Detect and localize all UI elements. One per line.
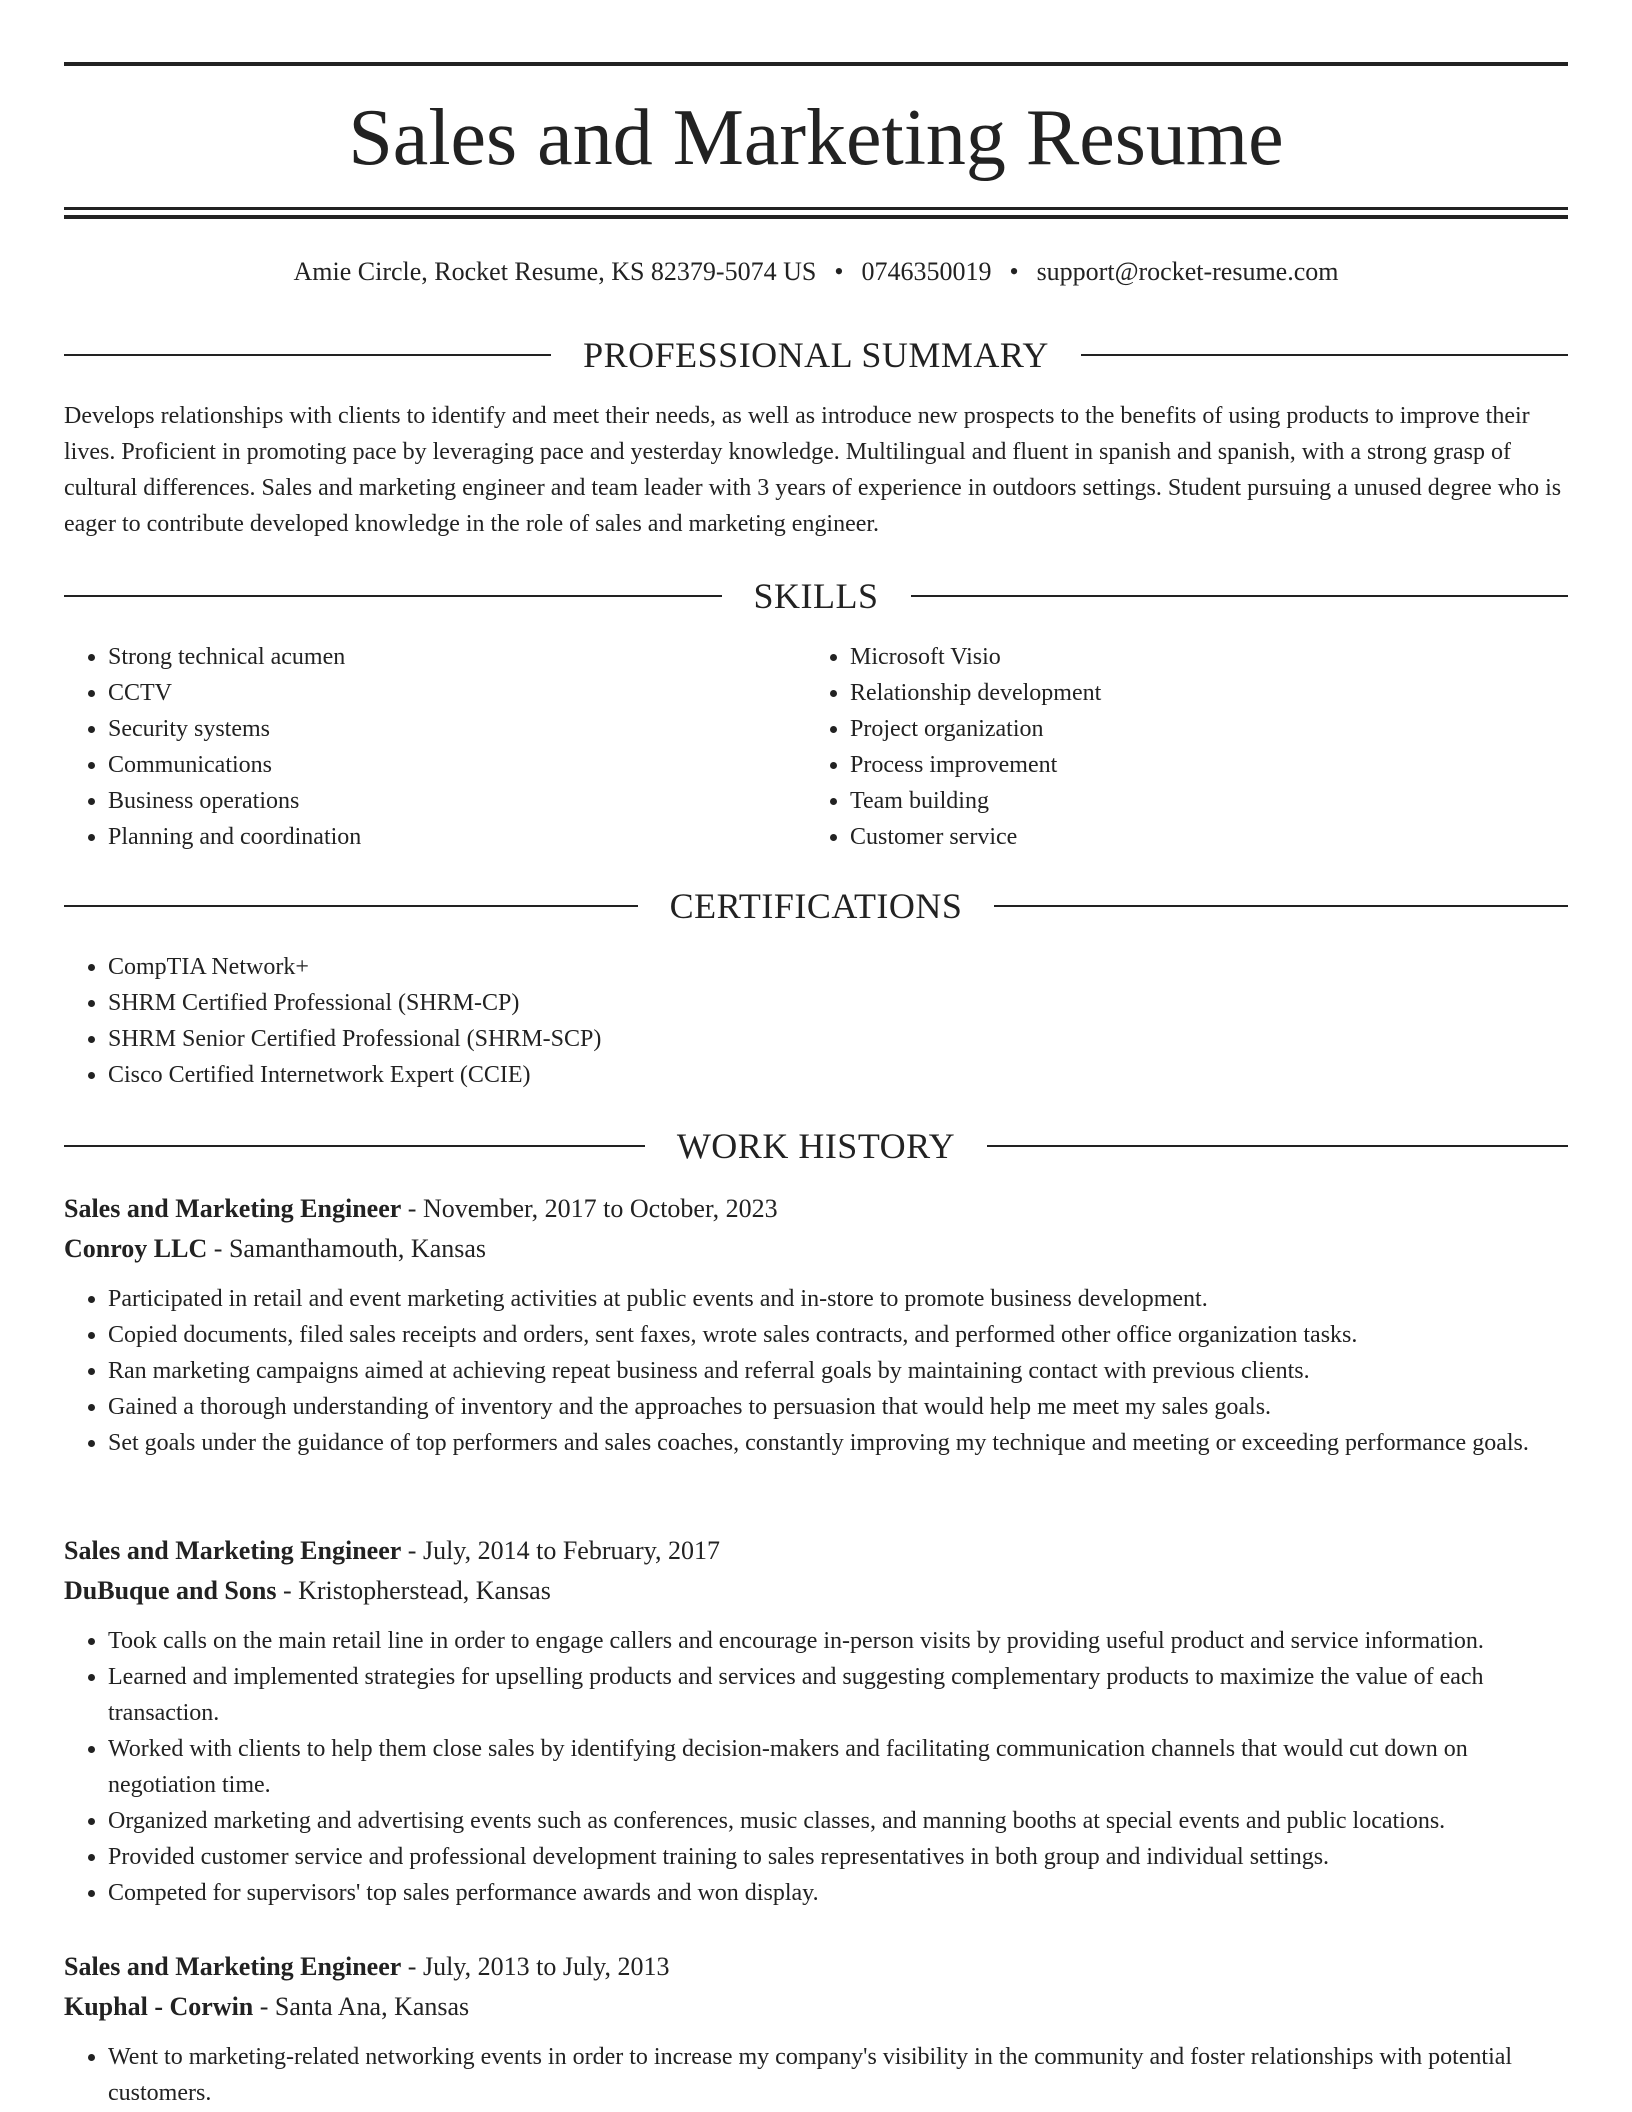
job-location: - Samanthamouth, Kansas [207,1234,487,1263]
job-title-line [64,1189,1568,1229]
job-company-line [64,1571,1568,1611]
contact-email[interactable]: support@rocket-resume.com [1036,257,1339,286]
duty-item: • Ran marketing campaigns aimed at achieving repeat business and referral goals by maintaining contact with previous clients. [108,1353,1568,1389]
section-header-skills [64,574,1568,618]
duty-item: • Provided customer service and professional development training to sales representatives in both group and individual settings. [108,1839,1568,1875]
duty-item: • Copied documents, filed sales receipts and orders, sent faxes, wrote sales contracts, and performed other office organization tasks. [108,1317,1568,1353]
job-title: Sales and Marketing Engineer [64,1952,402,1981]
section-rule [1081,354,1568,356]
job-title-line [64,1531,1568,1571]
contact-separator: • [834,257,844,286]
certification-item: • SHRM Certified Professional (SHRM-CP) [108,985,1568,1021]
section-header-work-history [64,1124,1568,1168]
section-title: CERTIFICATIONS [669,886,963,926]
duty-item: • Participated in retail and event marketing activities at public events and in-store to promote business development. [108,1281,1568,1317]
job-company: DuBuque and Sons [64,1576,277,1605]
job-entry [64,1531,1568,1911]
skill-item: • Security systems [108,711,804,747]
duty-item: • Gained a thorough understanding of inventory and the approaches to persuasion that would help me meet my sales goals. [108,1389,1568,1425]
contact-line [64,252,1568,292]
job-dates: - July, 2013 to July, 2013 [401,1952,670,1981]
job-entry [64,1947,1568,2111]
duty-item: • Went to marketing-related networking events in order to increase my company's visibility in the community and foster relationships with potential customers. [108,2039,1568,2111]
section-title: SKILLS [753,576,879,616]
job-location: - Santa Ana, Kansas [253,1992,470,2021]
skill-item: • Customer service [850,819,1546,855]
certification-item: • Cisco Certified Internetwork Expert (CCIE) [108,1057,1568,1093]
job-company-line [64,1987,1568,2027]
job-location: - Kristopherstead, Kansas [276,1576,551,1605]
job-duties [64,1623,1568,1911]
skills-column-right [806,639,1546,855]
duty-item: • Set goals under the guidance of top performers and sales coaches, constantly improving my technique and meeting or exceeding performance goals. [108,1425,1568,1461]
section-rule [64,595,722,597]
skill-item: • Microsoft Visio [850,639,1546,675]
duty-item: • Worked with clients to help them close sales by identifying decision-makers and facilitating communication channels that would cut down on negotiation time. [108,1731,1568,1803]
contact-separator: • [1009,257,1019,286]
job-dates: - July, 2014 to February, 2017 [401,1536,720,1565]
skill-item: • Planning and coordination [108,819,804,855]
top-rule [64,62,1568,66]
summary-text: Develops relationships with clients to identify and meet their needs, as well as introduce new prospects to the benefits of using products to improve their lives. Proficient in promoting pace by leveraging pace and yesterday knowledge. Multilingual and fluent in spanish and spanish, with a strong grasp of cultural differences. Sales and marketing engineer and team leader with 3 years of experience in outdoors settings. Student pursuing a unused degree who is eager to contribute developed knowledge in the role of sales and marketing engineer. [64,403,1562,537]
section-rule [64,905,638,907]
skill-item: • Communications [108,747,804,783]
job-dates: - November, 2017 to October, 2023 [401,1194,778,1223]
job-company: Kuphal - Corwin [64,1992,254,2021]
contact-address: Amie Circle, Rocket Resume, KS 82379-5074 US [293,257,817,286]
section-title: WORK HISTORY [676,1126,956,1166]
job-title: Sales and Marketing Engineer [64,1194,402,1223]
certifications-list [64,949,1568,1093]
section-header-summary [64,333,1568,377]
skills-column-left [64,639,804,855]
job-company-line [64,1229,1568,1269]
section-title: PROFESSIONAL SUMMARY [583,335,1049,375]
section-rule [987,1145,1568,1147]
skill-item: • Team building [850,783,1546,819]
section-header-certifications [64,884,1568,928]
job-duties [64,1281,1568,1461]
section-rule [994,905,1568,907]
skill-item: • Project organization [850,711,1546,747]
resume-title: Sales and Marketing Resume [348,94,1284,182]
title-double-rule [64,207,1568,219]
certification-item: • CompTIA Network+ [108,949,1568,985]
duty-item: • Organized marketing and advertising events such as conferences, music classes, and manning booths at special events and public locations. [108,1803,1568,1839]
job-duties [64,2039,1568,2111]
section-rule [64,354,551,356]
skill-item: • Process improvement [850,747,1546,783]
duty-item: • Learned and implemented strategies for upselling products and services and suggesting complementary products to maximize the value of each transaction. [108,1659,1568,1731]
duty-item: • Took calls on the main retail line in order to engage callers and encourage in-person visits by providing useful product and service information. [108,1623,1568,1659]
contact-phone: 0746350019 [861,257,992,286]
skill-item: • CCTV [108,675,804,711]
job-entry [64,1189,1568,1461]
job-company: Conroy LLC [64,1234,208,1263]
skill-item: • Strong technical acumen [108,639,804,675]
skill-item: • Relationship development [850,675,1546,711]
duty-item: • Competed for supervisors' top sales performance awards and won display. [108,1875,1568,1911]
certification-item: • SHRM Senior Certified Professional (SHRM-SCP) [108,1021,1568,1057]
job-title: Sales and Marketing Engineer [64,1536,402,1565]
skill-item: • Business operations [108,783,804,819]
section-rule [64,1145,645,1147]
job-title-line [64,1947,1568,1987]
section-rule [911,595,1569,597]
